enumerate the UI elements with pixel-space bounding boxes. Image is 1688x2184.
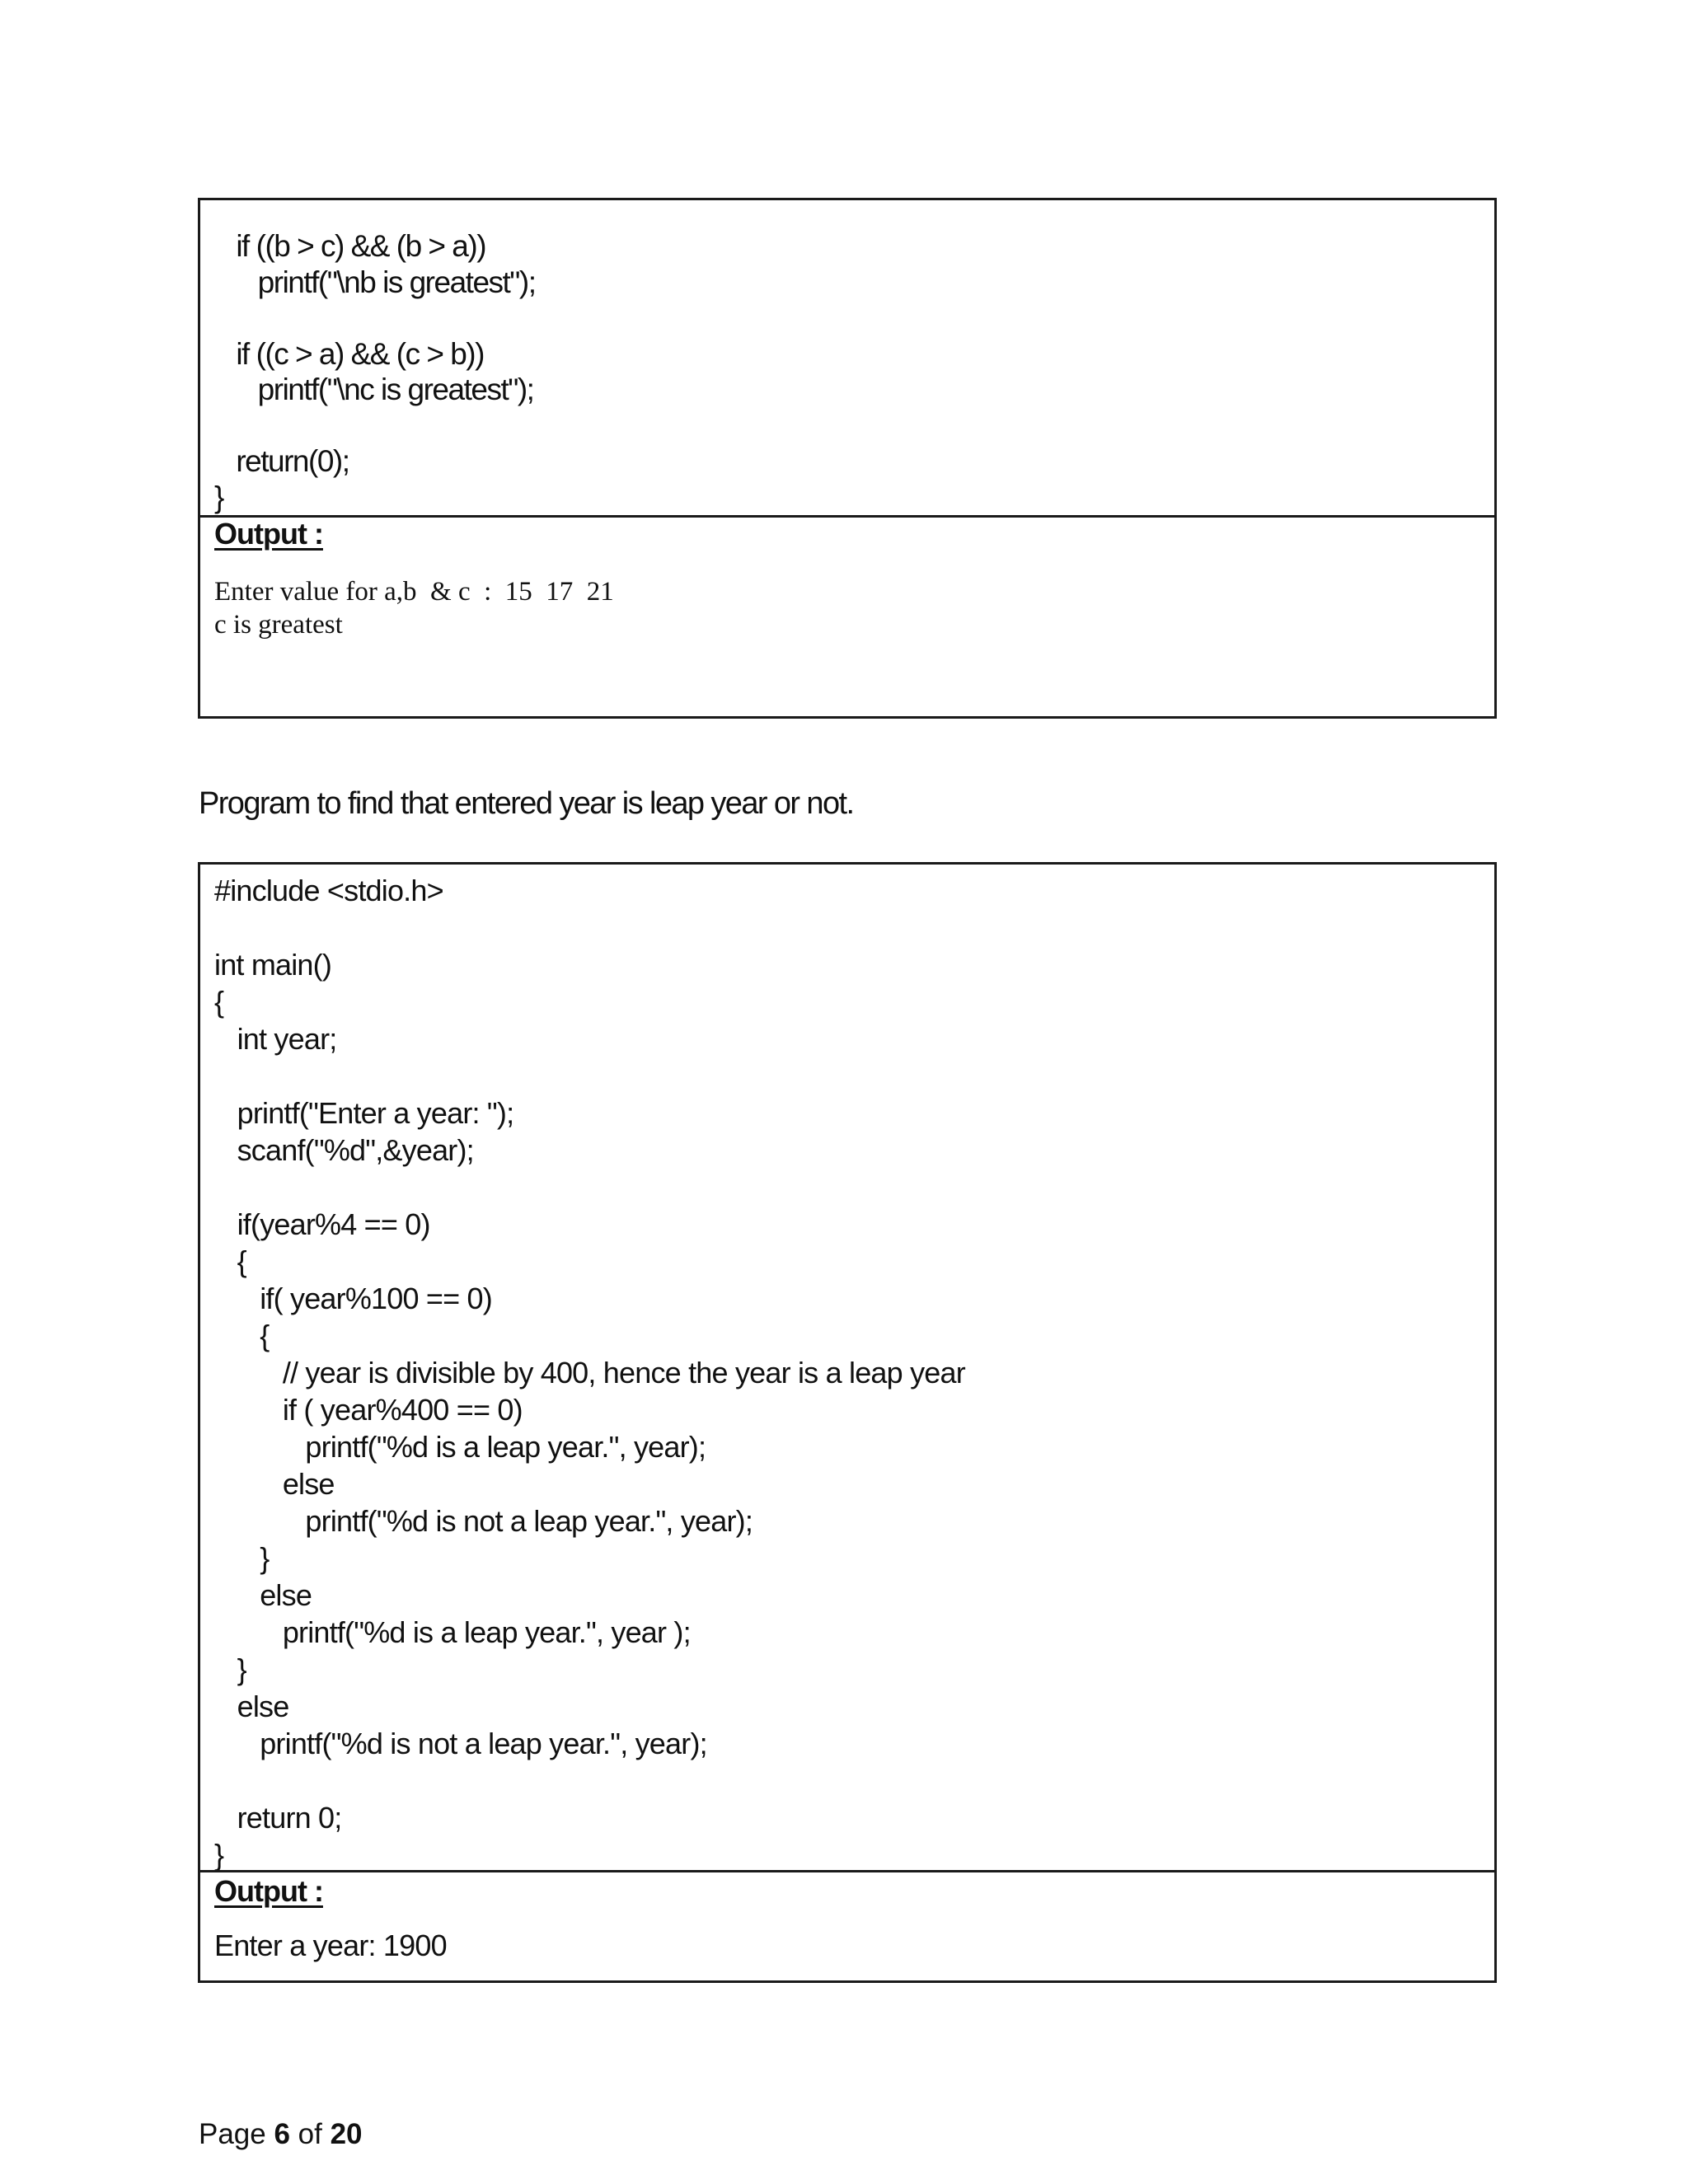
page-prefix: Page — [199, 2118, 274, 2150]
code-listing: #include <stdio.h> int main() { int year; printf("Enter a year: "); scanf("%d",&year); if(year%4 == 0) { if( year%100 == 0) { // year is divisible by 400, hence the year is a leap year if ( year%400 == 0) printf("%d is a leap year.", year); else printf("%d is not a leap year.", year); } else printf("%d is a leap year.", year ); } else printf("%d is not a leap year.", year); return 0; } — [214, 874, 965, 1872]
output-divider — [200, 515, 1494, 518]
output-label: Output : — [214, 1874, 323, 1908]
program-output: Enter a year: 1900 — [214, 1929, 447, 1962]
page-number — [199, 2118, 363, 2151]
code-block-leap-year — [198, 862, 1497, 1983]
current-page: 6 — [274, 2118, 290, 2150]
page-of: of — [289, 2118, 331, 2150]
code-listing: if ((b > c) && (b > a)) printf("\nb is greatest"); if ((c > a) && (c > b)) printf("\nc is greatest"); return(0); } — [214, 229, 536, 514]
program-output: Enter value for a,b & c : 15 17 21 c is greatest — [214, 577, 614, 640]
code-block-greatest-of-three — [198, 198, 1497, 719]
total-pages: 20 — [330, 2118, 363, 2150]
output-label: Output : — [214, 517, 323, 551]
section-heading: Program to find that entered year is leap year or not. — [199, 786, 854, 821]
output-divider — [200, 1870, 1494, 1872]
